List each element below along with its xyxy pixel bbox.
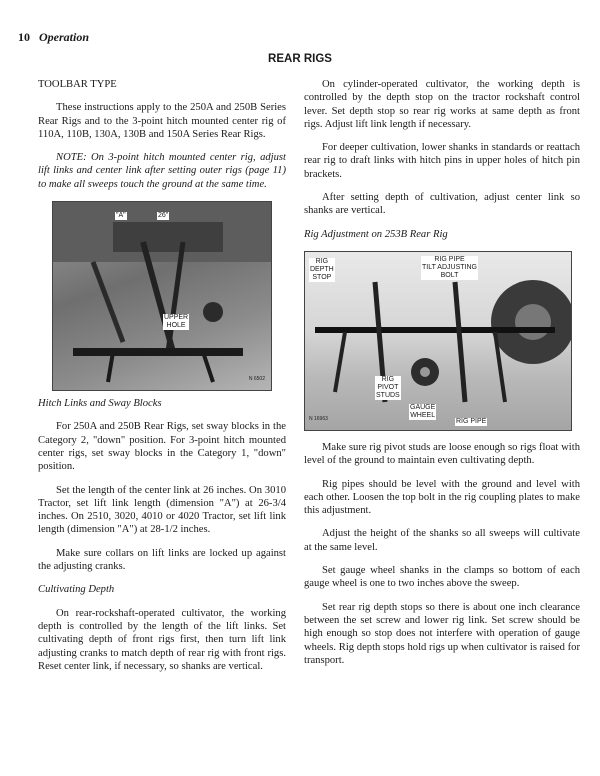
rig-adjustment-photo	[304, 251, 572, 431]
dimension-26-label: 26"	[158, 212, 169, 220]
hitch-links-caption: Hitch Links and Sway Blocks	[38, 398, 162, 410]
left-paragraph-5: On rear-rockshaft-operated cultivator, the working depth is controlled by the length of the lift links. Set cultivating depth of front rigs first, then turn lift link adjusting cranks to match depth of rear rig with front rigs. Reset center link, if necessary, so shanks are vertical.	[38, 607, 286, 672]
right-paragraph-5: Rig pipes should be level with the ground and level with each other. Loosen the top bolt in the rig coupling plates to make this adjustment.	[304, 478, 580, 517]
gauge-wheel-label: GAUGE WHEEL	[410, 403, 436, 419]
tilt-adjusting-bolt-label: RIG PIPE TILT ADJUSTING BOLT	[422, 255, 477, 279]
rig-pivot-studs-label: RIG PIVOT STUDS	[376, 375, 400, 399]
rig-adjustment-caption: Rig Adjustment on 253B Rear Rig	[304, 228, 448, 240]
right-paragraph-3: After setting depth of cultivation, adjust center link so shanks are vertical.	[304, 192, 580, 217]
rig-depth-stop-label: RIG DEPTH STOP	[310, 257, 334, 281]
right-paragraph-7: Set gauge wheel shanks in the clamps so bottom of each gauge wheel is one to two inches above the sweep.	[304, 565, 580, 590]
section-name: Operation	[39, 30, 90, 44]
page-title: REAR RIGS	[268, 53, 332, 65]
left-paragraph-1: These instructions apply to the 250A and 250B Series Rear Rigs and to the 3-point hitch mounted center rig of 110A, 110B, 130A, 130B and 150A Series Rear Rigs.	[38, 102, 286, 140]
left-paragraph-3: Set the length of the center link at 26 inches. On 3010 Tractor, set lift link length (dimension "A") at 26-3/4 inches. On 2510, 3020, 4010 or 4020 Tractor, set lift link length (dimension "A") at 28-1/2 inches.	[38, 484, 286, 536]
toolbar-type-heading: TOOLBAR TYPE	[38, 79, 117, 90]
dimension-a-label: "A"	[116, 212, 126, 220]
left-paragraph-4: Make sure collars on lift links are locked up against the adjusting cranks.	[38, 547, 286, 573]
right-paragraph-2: For deeper cultivation, lower shanks in standards or reattach rear rig to draft links with hitch pins in upper holes of hitch pin brackets.	[304, 142, 580, 180]
cultivating-depth-heading: Cultivating Depth	[38, 584, 115, 596]
left-column	[38, 78, 286, 683]
right-paragraph-1: On cylinder-operated cultivator, the working depth is controlled by the depth stop on the tractor rockshaft control lever. Set depth stop so rear rig works at same depth as front rigs. Adjust lift link length if necessary.	[304, 79, 580, 130]
right-paragraph-4: Make sure rig pivot studs are loose enough so rigs float with level of the ground to maintain even cultivating depth.	[304, 441, 580, 467]
page-header	[18, 30, 89, 45]
hitch-illustration	[53, 202, 271, 390]
figure-number: N 6502	[248, 375, 265, 382]
right-column	[304, 78, 580, 677]
left-paragraph-2: For 250A and 250B Rear Rigs, set sway blocks in the Category 2, "down" position. For 3-point hitch mounted center rigs, set sway blocks in the Category 1, "down" position.	[38, 421, 286, 473]
note-paragraph: NOTE: On 3-point hitch mounted center rig, adjust lift links and center link after setting outer rigs (page 11) to make all sweeps touch the ground at the same time.	[38, 152, 286, 190]
page-number: 10	[18, 30, 30, 44]
upper-hole-label: UPPER HOLE	[164, 314, 189, 330]
rig-figure-number: N 16963	[309, 415, 328, 422]
rig-pipe-label: RIG PIPE	[456, 417, 487, 425]
right-paragraph-8: Set rear rig depth stops so there is about one inch clearance between the set screw and lower rig link. Set screw should be high enough so stop does not interfere with operation of gauge wheels. Rig depth stops hold rigs up when cultivator is raised for transport.	[304, 601, 580, 666]
right-paragraph-6: Adjust the height of the shanks so all sweeps will cultivate at the same level.	[304, 528, 580, 553]
hitch-links-photo	[52, 201, 272, 391]
